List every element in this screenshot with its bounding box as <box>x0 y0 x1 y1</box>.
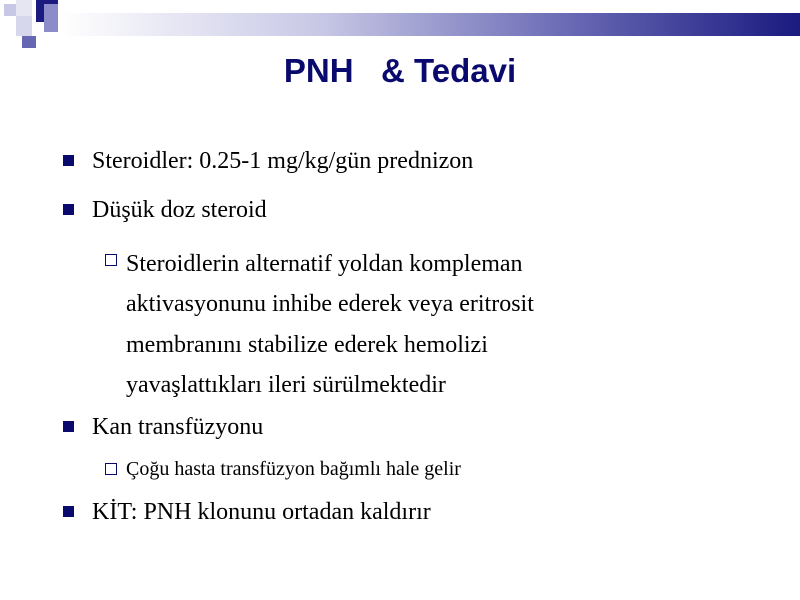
hollow-square-icon <box>105 254 117 266</box>
bullet-text: Kan transfüzyonu <box>92 414 264 440</box>
bullet-square-icon <box>63 204 74 215</box>
sub-bullet-line: aktivasyonunu inhibe ederek veya eritrosit <box>126 291 534 317</box>
bullet-text: KİT: PNH klonunu ortadan kaldırır <box>92 499 431 525</box>
bullet-text: Düşük doz steroid <box>92 197 267 223</box>
header-gradient-band <box>60 13 800 36</box>
sub-bullet-line: membranını stabilize ederek hemolizi <box>126 332 488 358</box>
slide-title: PNH & Tedavi <box>283 52 517 89</box>
bullet-square-icon <box>63 421 74 432</box>
bullet-square-icon <box>63 155 74 166</box>
sub-bullet-line: Steroidlerin alternatif yoldan kompleman <box>126 251 523 277</box>
bullet-text: Steroidler: 0.25-1 mg/kg/gün prednizon <box>92 148 474 174</box>
sub-bullet-line: yavaşlattıkları ileri sürülmektedir <box>126 372 446 398</box>
sub-bullet-text: Çoğu hasta transfüzyon bağımlı hale gelir <box>126 458 461 480</box>
bullet-square-icon <box>63 506 74 517</box>
hollow-square-icon <box>105 463 117 475</box>
